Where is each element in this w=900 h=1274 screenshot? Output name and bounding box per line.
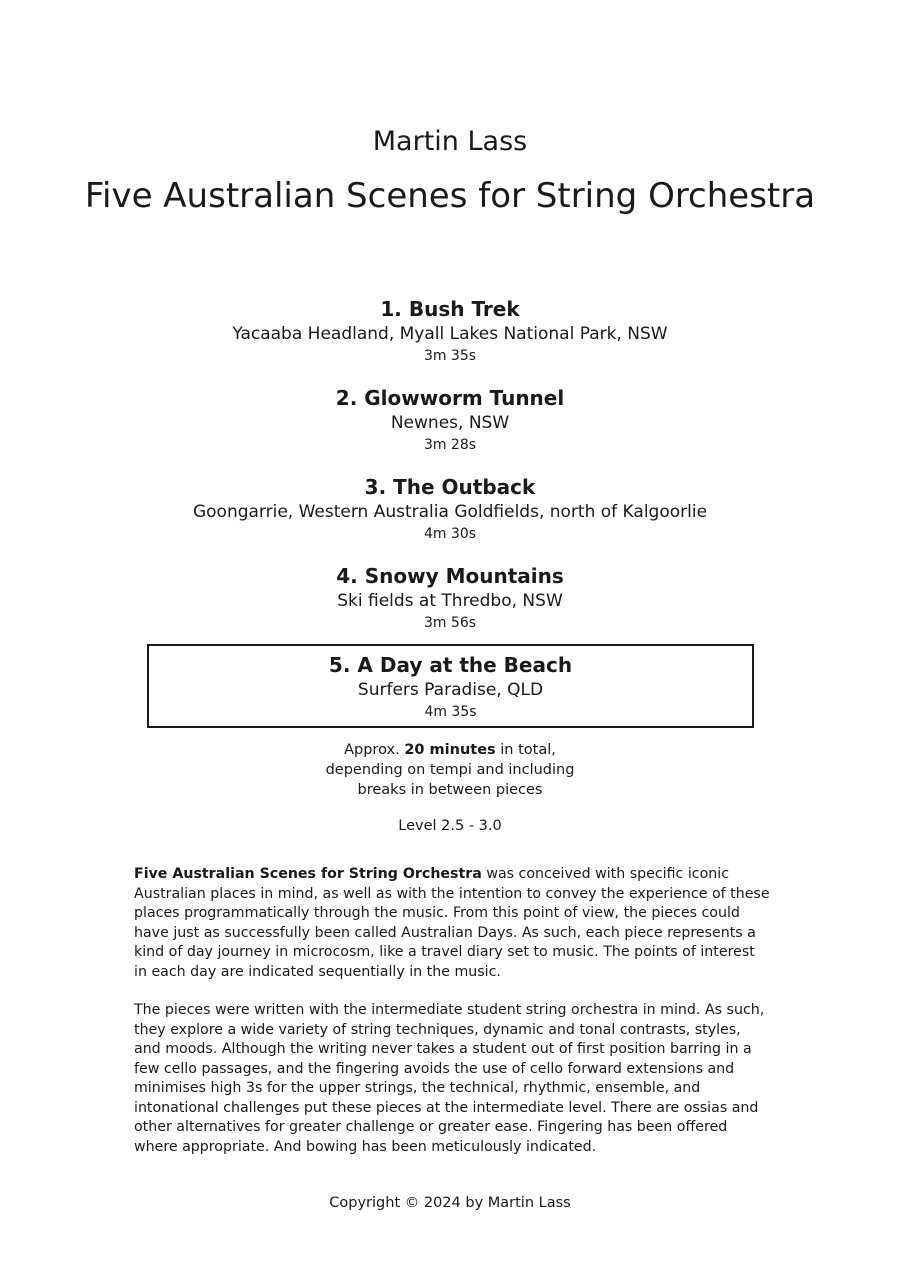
scene-duration: 3m 56s [423, 615, 477, 631]
work-title-inline: Five Australian Scenes for String Orchestra [134, 866, 482, 882]
work-title: Five Australian Scenes for String Orchestra [84, 176, 816, 216]
scene-item [0, 563, 900, 633]
scene-duration: 4m 35s [424, 704, 477, 720]
summary-total: 20 minutes [404, 742, 496, 758]
summary-prefix: Approx. [344, 742, 400, 758]
scene-location: Newnes, NSW [390, 413, 510, 433]
scene-title: 2. Glowworm Tunnel [335, 386, 565, 410]
scene-title: 3. The Outback [364, 475, 536, 499]
scene-location: Goongarrie, Western Australia Goldfields, north of Kalgoorlie [192, 502, 708, 522]
scene-location: Surfers Paradise, QLD [357, 680, 544, 700]
scene-location: Ski fields at Thredbo, NSW [337, 591, 563, 611]
paragraph-text: was conceived with specific iconic Australian places in mind, as well as with the intention to convey the experience of these places programmatically through the music. From this point of view, the pieces could have just as successfully been called Australian Days. As such, each piece represents a kind of day journey in microcosm, like a travel diary set to music. The points of interest in each day are indicated sequentially in the music. [134, 866, 770, 980]
scene-item [0, 296, 900, 366]
summary-line-2: depending on tempi and including [325, 762, 575, 778]
copyright-notice: Copyright © 2024 by Martin Lass [329, 1195, 571, 1211]
summary-suffix: in total, [500, 742, 556, 758]
duration-summary [0, 740, 900, 800]
technique-paragraph: The pieces were written with the intermediate student string orchestra in mind. As such, they explore a wide variety of string techniques, dynamic and tonal contrasts, styles, and moods. Although the writing never takes a student out of first position barring in a few cello passages, and the fingering avoids the use of cello forward extensions and minimises high 3s for the upper strings, the technical, rhythmic, ensemble, and intonational challenges put these pieces at the intermediate level. There are ossias and other alternatives for greater challenge or greater ease. Fingering has been offered where appropriate. And bowing has been meticulously indicated. [134, 1002, 765, 1155]
scene-item [0, 474, 900, 544]
scene-duration: 3m 35s [423, 348, 477, 364]
scene-title: 1. Bush Trek [380, 297, 520, 321]
scene-duration: 4m 30s [423, 526, 477, 542]
scene-title: 4. Snowy Mountains [336, 564, 564, 588]
scene-item-highlighted [147, 644, 754, 728]
summary-line-1 [0, 740, 900, 760]
scene-title: 5. A Day at the Beach [328, 653, 573, 677]
summary-line-3: breaks in between pieces [357, 782, 543, 798]
scene-location: Yacaaba Headland, Myall Lakes National Park, NSW [232, 324, 668, 344]
difficulty-level: Level 2.5 - 3.0 [398, 818, 502, 834]
description-paragraph [134, 865, 770, 982]
scene-item [0, 385, 900, 455]
scene-duration: 3m 28s [423, 437, 477, 453]
composer-name: Martin Lass [372, 126, 528, 157]
